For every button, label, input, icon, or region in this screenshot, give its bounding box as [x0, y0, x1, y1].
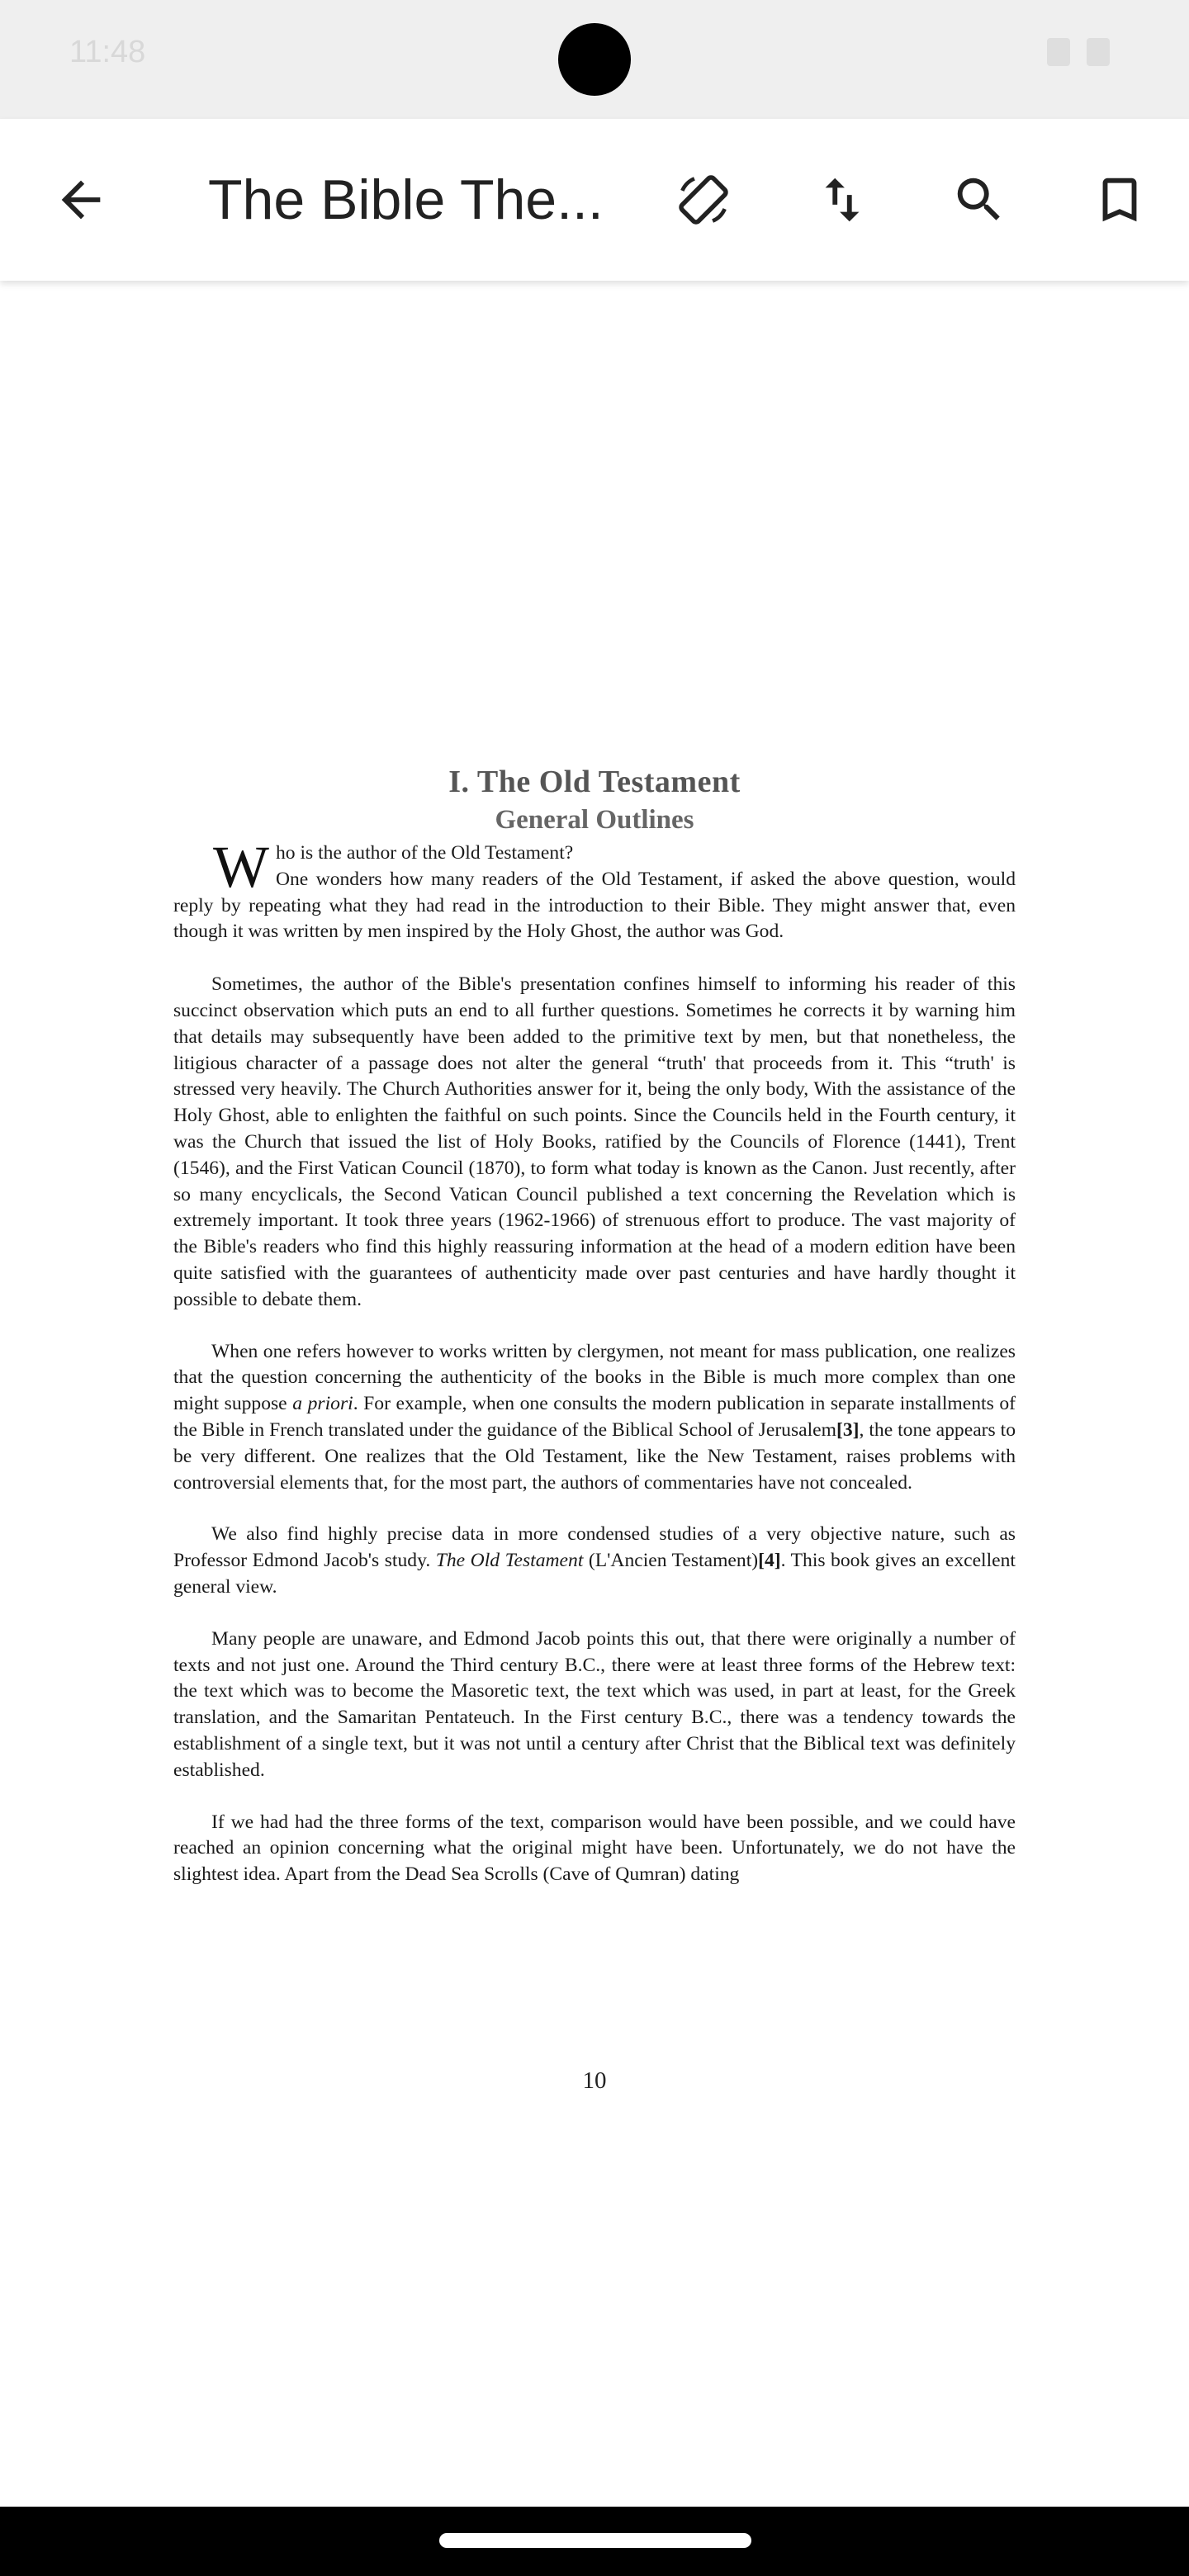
system-navigation-bar: [0, 2507, 1189, 2576]
status-time: 11:48: [69, 35, 146, 69]
document-page: [173, 763, 1016, 1888]
camera-cutout: [558, 23, 631, 96]
opening-line: ho is the author of the Old Testament?: [275, 842, 574, 864]
app-toolbar: [0, 119, 1189, 281]
paragraph-5: Many people are unaware, and Edmond Jacob points this out, that there were originally a number of texts and not just one. Around the Third century B.C., there were at least three forms of the Hebrew text: the text which was to become the Masoretic text, the text which was used, in part at least, for the Greek translation, and the Samaritan Pentateuch. In the First century B.C., there was a tendency towards the establishment of a single text, but it was not until a century after Christ that the Biblical text was definitely established.: [173, 1627, 1016, 1781]
arrow-left-icon: [52, 171, 110, 229]
paragraph-4-italic: The Old Testament: [435, 1550, 584, 1572]
home-gesture-handle[interactable]: [439, 2533, 751, 2548]
footnote-ref-3[interactable]: [3]: [836, 1418, 860, 1441]
footnote-ref-4[interactable]: [4]: [758, 1550, 781, 1572]
drop-cap: W: [213, 834, 269, 900]
page-number: 10: [582, 2067, 607, 2094]
document-title: The Bible The...: [208, 168, 604, 231]
paragraph-3: [173, 1339, 1016, 1497]
battery-icon: [1087, 38, 1110, 66]
paragraph-3-part-a: When one refers however to works written by clergymen, not meant for mass publication, one realizes that the question concerning the authenticity of the books in the Bible is much more complex than one might suppose: [173, 1340, 1016, 1415]
rotate-screen-button[interactable]: [661, 157, 746, 243]
paragraph-2: Sometimes, the author of the Bible's presentation confines himself to informing his reader of this succinct observation which puts an end to all further questions. Sometimes he corrects it by warning him that details may subsequently have been added to the primitive text by men, but that nonetheless, the litigious character of a passage does not alter the general “truth' that proceeds from it. This “truth' is stressed very heavily. The Church Authorities answer for it, being the only body, With the assistance of the Holy Ghost, able to enlighten the faithful on such points. Since the Councils held in the Fourth century, it was the Church that issued the list of Holy Books, ratified by the Councils of Florence (1441), Trent (1546), and the First Vatican Council (1870), to form what today is known as the Canon. Just recently, after so many encyclicals, the Second Vatican Council published a text concerning the Revelation which is extremely important. It took three years (1962-1966) of strenuous effort to produce. The vast majority of the Bible's readers who find this highly reassuring information at the head of a modern edition have been quite satisfied with the guarantees of authenticity made over past centuries and have hardly thought it possible to debate them.: [173, 973, 1016, 1310]
paragraph-4: [173, 1522, 1016, 1600]
paragraph-4-part-a: We also find highly precise data in more condensed studies of a very objective nature, such as Professor Edmond Jacob's study.: [173, 1523, 1016, 1572]
paragraph-6: If we had had the three forms of the text, comparison would have been possible, and we could have reached an opinion concerning what the original might have been. Unfortunately, we do not have the slightest idea. Apart from the Dead Sea Scrolls (Cave of Qumran) dating: [173, 1811, 1016, 1886]
paragraph-1-wrap: [173, 867, 1016, 945]
search-icon: [950, 171, 1008, 229]
paragraph-3-part-c: , the tone appears to be very different. One realizes that the Old Testament, like the New Testament, raises problems with controversial elements that, for the most part, the authors of commentaries have not concealed.: [173, 1418, 1016, 1494]
paragraph-1: One wonders how many readers of the Old Testament, if asked the above question, would reply by repeating what they had read in the introduction to their Bible. They might answer that, even though it was written by men inspired by the Holy Ghost, the author was God.: [173, 868, 1016, 943]
signal-icon: [1047, 38, 1070, 66]
paragraph-4-part-b: (L'Ancien Testament): [583, 1550, 759, 1572]
screen-rotation-icon: [675, 171, 732, 229]
document-viewer[interactable]: [0, 281, 1189, 2507]
back-button[interactable]: [38, 157, 124, 243]
paragraph-3-italic: a priori: [292, 1393, 353, 1415]
chapter-title: I. The Old Testament: [448, 765, 741, 799]
bookmark-button[interactable]: [1077, 157, 1163, 243]
status-bar: [0, 0, 1189, 119]
bookmark-icon: [1091, 171, 1149, 229]
paragraph-4-part-c: . This book gives an excellent general view.: [173, 1550, 1016, 1598]
search-button[interactable]: [936, 157, 1022, 243]
paragraph-3-part-b: . For example, when one consults the modern publication in separate installments of the Bible in French translated under the guidance of the Biblical School of Jerusalem: [173, 1393, 1016, 1441]
status-icons: [1047, 38, 1110, 66]
chapter-subtitle: General Outlines: [495, 805, 694, 835]
scroll-direction-button[interactable]: [799, 157, 885, 243]
swap-vertical-icon: [813, 171, 871, 229]
opening-paragraph: [173, 834, 1016, 945]
